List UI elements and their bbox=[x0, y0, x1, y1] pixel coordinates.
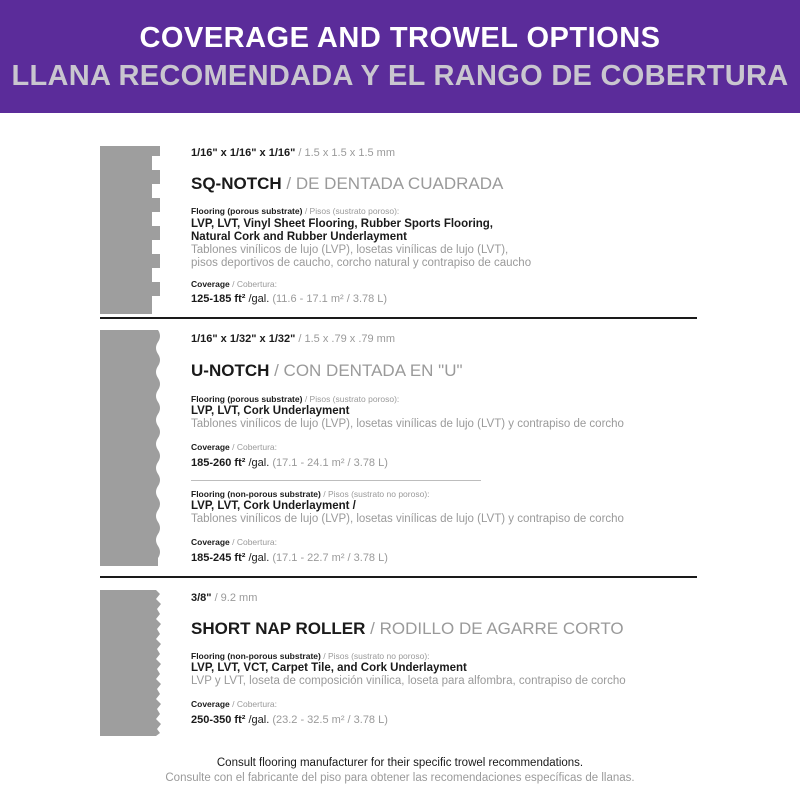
title-english: COVERAGE AND TROWEL OPTIONS bbox=[139, 22, 661, 54]
sq-notch-name: SQ-NOTCH / DE DENTADA CUADRADA bbox=[191, 174, 504, 193]
u-notch-porous-coverage-label: Coverage / Cobertura: bbox=[191, 442, 277, 452]
u-notch-porous-coverage-value: 185-260 ft² /gal. (17.1 - 24.1 m² / 3.78 L) bbox=[191, 457, 388, 469]
roller-flooring-list: LVP, LVT, VCT, Carpet Tile, and Cork Underlayment LVP y LVT, loseta de composición vinílica, loseta para alfombra, contrapiso de corcho bbox=[191, 662, 626, 687]
roller-coverage-value: 250-350 ft² /gal. (23.2 - 32.5 m² / 3.78 L) bbox=[191, 714, 388, 726]
sq-notch-coverage-value: 125-185 ft² /gal. (11.6 - 17.1 m² / 3.78 L) bbox=[191, 293, 388, 305]
roller-name: SHORT NAP ROLLER / RODILLO DE AGARRE CORTO bbox=[191, 619, 624, 638]
title-spanish: LLANA RECOMENDADA Y EL RANGO DE COBERTURA bbox=[11, 60, 789, 92]
sq-notch-coverage-label: Coverage / Cobertura: bbox=[191, 279, 277, 289]
u-notch-size: 1/16" x 1/32" x 1/32" / 1.5 x .79 x .79 mm bbox=[191, 333, 395, 345]
subsection-divider bbox=[191, 480, 481, 481]
sq-notch-flooring-list: LVP, LVT, Vinyl Sheet Flooring, Rubber Sports Flooring, Natural Cork and Rubber Underlayment Tablones vinílicos de lujo (LVP), losetas vinílicas de lujo (LVT), pisos deportivos de caucho, corcho natural y contrapiso de caucho bbox=[191, 218, 532, 269]
section-divider bbox=[100, 317, 697, 319]
sq-notch-size: 1/16" x 1/16" x 1/16" / 1.5 x 1.5 x 1.5 mm bbox=[191, 147, 395, 159]
u-notch-name: U-NOTCH / CON DENTADA EN "U" bbox=[191, 361, 463, 380]
roller-size: 3/8" / 9.2 mm bbox=[191, 592, 258, 604]
u-notch-porous-label: Flooring (porous substrate) / Pisos (sustrato poroso): bbox=[191, 394, 400, 404]
sq-notch-flooring-label: Flooring (porous substrate) / Pisos (sustrato poroso): bbox=[191, 206, 400, 216]
u-notch-nonporous-coverage-label: Coverage / Cobertura: bbox=[191, 537, 277, 547]
header-banner bbox=[0, 0, 800, 113]
u-notch-trowel-icon bbox=[100, 330, 170, 566]
section-divider bbox=[100, 576, 697, 578]
roller-flooring-label: Flooring (non-porous substrate) / Pisos (sustrato no poroso): bbox=[191, 651, 430, 661]
footer-note-spanish: Consulte con el fabricante del piso para obtener las recomendaciones específicas de llanas. bbox=[165, 772, 635, 784]
square-notch-trowel-icon bbox=[100, 146, 170, 314]
u-notch-nonporous-label: Flooring (non-porous substrate) / Pisos (sustrato no poroso): bbox=[191, 489, 430, 499]
u-notch-nonporous-flooring: LVP, LVT, Cork Underlayment / Tablones vinílicos de lujo (LVP), losetas vinílicas de lujo (LVT) y contrapiso de corcho bbox=[191, 500, 624, 525]
roller-coverage-label: Coverage / Cobertura: bbox=[191, 699, 277, 709]
u-notch-nonporous-coverage-value: 185-245 ft² /gal. (17.1 - 22.7 m² / 3.78 L) bbox=[191, 552, 388, 564]
short-nap-roller-icon bbox=[100, 590, 170, 736]
u-notch-porous-flooring: LVP, LVT, Cork Underlayment Tablones vinílicos de lujo (LVP), losetas vinílicas de lujo (LVT) y contrapiso de corcho bbox=[191, 405, 624, 430]
footer-note-english: Consult flooring manufacturer for their specific trowel recommendations. bbox=[216, 757, 584, 769]
